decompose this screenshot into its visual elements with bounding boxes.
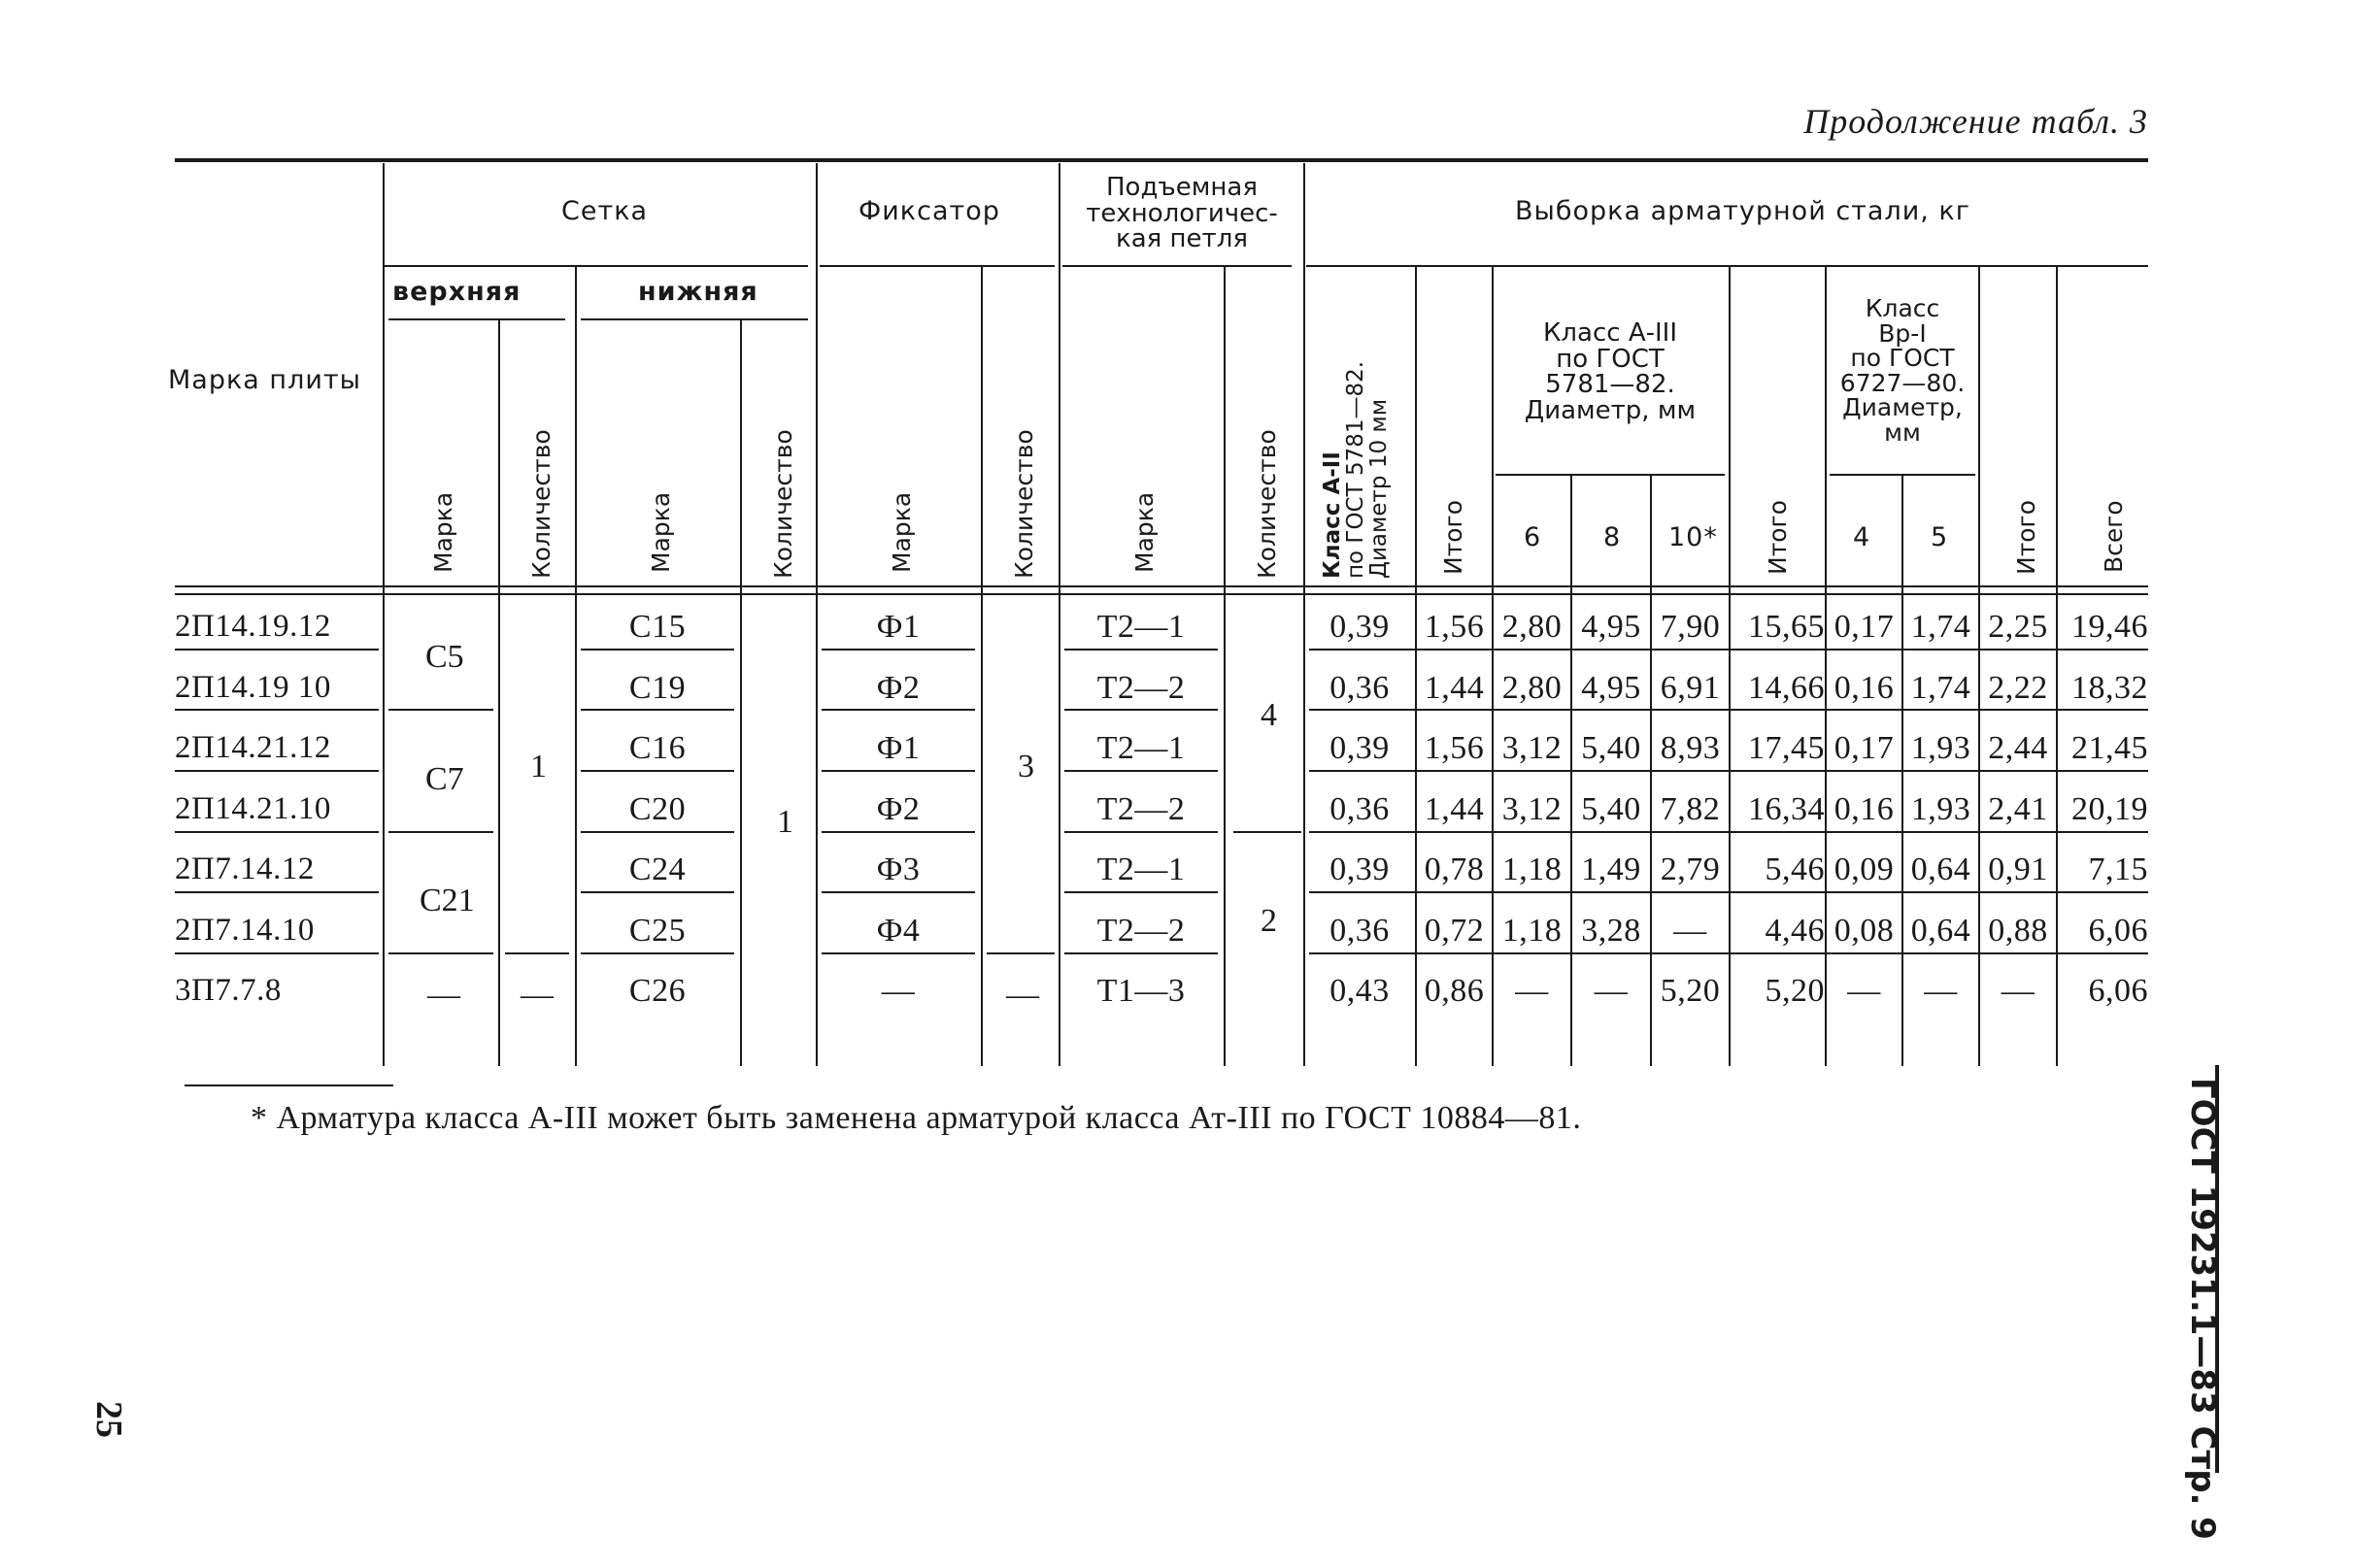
petlya-kol-4: 4 [1261,697,1277,733]
header-vr-line5: Диаметр, [1842,393,1963,421]
header-nizh-kol: Количество [769,429,797,579]
table-cell: 21,45 [2071,730,2148,766]
header-a3-line2: по ГОСТ [1556,344,1665,374]
table-cell: 0,17 [1834,730,1895,766]
table-cell: С20 [628,790,687,827]
table-cell: С15 [628,609,687,645]
table-cell: 8,93 [1660,730,1721,766]
verkh-kol-1: 1 [530,749,547,784]
row-label: 2П7.14.12 [175,851,315,886]
table-cell: 0,16 [1834,790,1895,827]
table-cell: Ф1 [876,609,921,645]
table-cell: 0,39 [1329,609,1390,645]
header-vr-line6: мм [1884,417,1921,447]
table-cell: — [1924,973,1958,1009]
table-cell: 19,46 [2071,609,2148,645]
table-cell: 17,45 [1748,730,1825,766]
table-cell: — [881,973,916,1009]
table-cell: 0,78 [1424,851,1485,887]
table-cell: 3,28 [1581,912,1641,949]
table-cell: Т2—1 [1096,609,1186,645]
table-cell: 2,41 [1988,790,2048,827]
header-a2-line3: Диаметр 10 мм [1366,398,1393,579]
header-petlya-line1: Подъемная [1106,173,1258,202]
table-cell: Ф1 [876,730,921,766]
table-cell: Т2—2 [1096,912,1186,949]
fiks-kol-3: 3 [1018,749,1034,784]
table-cell: 20,19 [2071,790,2148,827]
header-a2 [1321,361,1391,579]
header-a3 [1496,320,1725,423]
table-cell: 1,93 [1910,790,1971,827]
table-cell: 1,18 [1501,851,1563,887]
table-cell: 2,79 [1660,851,1721,887]
table-cell: 3,12 [1501,790,1563,827]
table-cell: — [1673,912,1707,949]
gost-label: ГОСТ 19231.1—83 Стр. 9 [2183,1078,2222,1540]
table-cell: 6,06 [2088,912,2148,949]
table-cell: 2,44 [1988,730,2048,766]
table-cell: 1,44 [1424,790,1485,827]
table-cell: 1,18 [1501,912,1563,949]
header-nizhnyaya: нижняя [638,277,758,307]
table-cell: 0,36 [1329,790,1390,827]
table-cell: 0,36 [1329,669,1390,706]
header-marka-plity: Марка плиты [168,365,361,395]
row-label: 3П7.7.8 [175,973,282,1008]
fiks-kol-dash: — [1006,977,1039,1013]
row-label: 2П14.21.10 [175,790,331,826]
table-cell: 7,15 [2088,851,2148,887]
table-cell: 4,95 [1581,669,1641,706]
table-cell: 1,56 [1424,609,1485,645]
table-cell: 5,40 [1581,790,1641,827]
table-cell: 0,43 [1329,973,1390,1009]
header-petlya-line2: технологичес- [1086,198,1278,228]
table-cell: 0,17 [1834,609,1895,645]
table-cell: Ф2 [876,669,921,706]
table-cell: Т2—1 [1096,730,1186,766]
table-cell: — [2001,973,2035,1009]
table-cell: 1,56 [1424,730,1485,766]
table-cell: 0,86 [1424,973,1485,1009]
table-cell: Т2—2 [1096,669,1186,706]
table-cell: Ф3 [876,851,921,887]
header-vyborka: Выборка арматурной стали, кг [1515,196,1970,226]
table-cell: 2,22 [1988,669,2048,706]
table-cell: 0,39 [1329,851,1390,887]
header-d5: 5 [1931,522,1949,552]
table-cell: — [1594,973,1629,1009]
table-cell: 2,80 [1501,609,1563,645]
verkh-marka-c5: С5 [425,639,464,675]
row-label: 2П14.19 10 [175,669,331,705]
table-cell: 5,40 [1581,730,1641,766]
table-cell: 7,90 [1660,609,1721,645]
table-cell: Т2—2 [1096,790,1186,827]
footnote: * Арматура класса А-III может быть заменена арматурой класса Ат-III по ГОСТ 10884—81. [251,1100,1582,1136]
table-cell: 0,91 [1988,851,2048,887]
table-cell: Т1—3 [1096,973,1186,1009]
header-d6: 6 [1524,522,1542,552]
table-cell: 5,46 [1765,851,1825,887]
table-cell: 1,49 [1581,851,1641,887]
header-vr-line4: 6727—80. [1839,368,1966,397]
row-label: 2П14.19.12 [175,609,331,644]
table-cell: 18,32 [2071,669,2148,706]
header-a3-line1: Класс А-III [1542,318,1678,348]
table-cell: 4,46 [1765,912,1825,949]
table-cell: С19 [628,669,687,706]
table-cell: С26 [628,973,687,1009]
page-number: 25 [88,1401,129,1438]
header-petlya [1072,175,1292,252]
row-label: 2П14.21.12 [175,730,331,765]
verkh-marka-c7: С7 [425,761,464,797]
header-vsego: Всего [2100,500,2128,573]
footnote-rule [185,1084,393,1086]
table-cell: 0,16 [1834,669,1895,706]
header-vr [1830,296,1975,445]
table-cell: 3,12 [1501,730,1563,766]
header-itogo-a2: Итого [1439,500,1467,575]
table-cell: С24 [628,851,687,887]
header-verkhnyaya: верхняя [392,277,521,307]
header-a2-line1: Класс А-II [1320,451,1345,579]
continuation-title: Продолжение табл. 3 [1803,102,2148,141]
header-fiks-kol: Количество [1010,429,1038,579]
header-petlya-marka: Марка [1130,491,1159,573]
header-a3-line4: Диаметр, мм [1524,395,1697,425]
table-cell: 1,44 [1424,669,1485,706]
header-a2-line2: по ГОСТ 5781—82. [1343,360,1369,579]
table-cell: 15,65 [1748,609,1825,645]
header-d10: 10* [1668,522,1718,552]
header-verkh-marka: Марка [429,491,457,573]
table-cell: Т2—1 [1096,851,1186,887]
table-cell: С16 [628,730,687,766]
table-cell: — [1515,973,1549,1009]
header-d4: 4 [1853,522,1871,552]
header-petlya-line3: кая петля [1116,224,1248,254]
table-cell: Ф2 [876,790,921,827]
header-vr-line3: по ГОСТ [1850,344,1955,372]
table-cell: Ф4 [876,912,921,949]
header-fiksator: Фиксатор [858,196,1000,226]
table-cell: 5,20 [1660,973,1721,1009]
table-cell: — [1847,973,1881,1009]
header-d8: 8 [1603,522,1622,552]
table-cell: 0,39 [1329,730,1390,766]
header-a3-line3: 5781—82. [1545,370,1675,400]
header-nizh-marka: Марка [647,491,675,573]
nizh-kol-1: 1 [777,804,793,840]
header-petlya-kol: Количество [1253,429,1281,579]
header-itogo-vr: Итого [2012,500,2040,575]
table-cell: 1,74 [1910,609,1971,645]
header-vr-line1: Класс [1865,294,1940,322]
table-cell: 5,20 [1765,973,1825,1009]
table-cell: 0,08 [1834,912,1895,949]
table-cell: 1,74 [1910,669,1971,706]
table-cell: 0,64 [1910,912,1971,949]
verkh-marka-dash: — [427,977,460,1013]
header-verkh-kol: Количество [527,429,555,579]
table-cell: 0,36 [1329,912,1390,949]
table-cell: 6,91 [1660,669,1721,706]
header-fiks-marka: Марка [888,491,916,573]
verkh-kol-dash: — [521,977,554,1013]
table-cell: 2,80 [1501,669,1563,706]
row-label: 2П7.14.10 [175,912,315,948]
table-cell: 14,66 [1748,669,1825,706]
header-setka: Сетка [561,196,649,226]
table-cell: 6,06 [2088,973,2148,1009]
header-vr-line2: Вр-I [1878,318,1927,348]
table-cell: С25 [628,912,687,949]
table-cell: 0,09 [1834,851,1895,887]
table-cell: 7,82 [1660,790,1721,827]
table-cell: 4,95 [1581,609,1641,645]
table-cell: 1,93 [1910,730,1971,766]
verkh-marka-c21: С21 [420,883,475,918]
petlya-kol-2: 2 [1261,903,1277,939]
table-cell: 0,64 [1910,851,1971,887]
table-cell: 0,88 [1988,912,2048,949]
header-itogo-a3: Итого [1764,500,1792,575]
table-cell: 0,72 [1424,912,1485,949]
table-cell: 16,34 [1748,790,1825,827]
table-cell: 2,25 [1988,609,2048,645]
